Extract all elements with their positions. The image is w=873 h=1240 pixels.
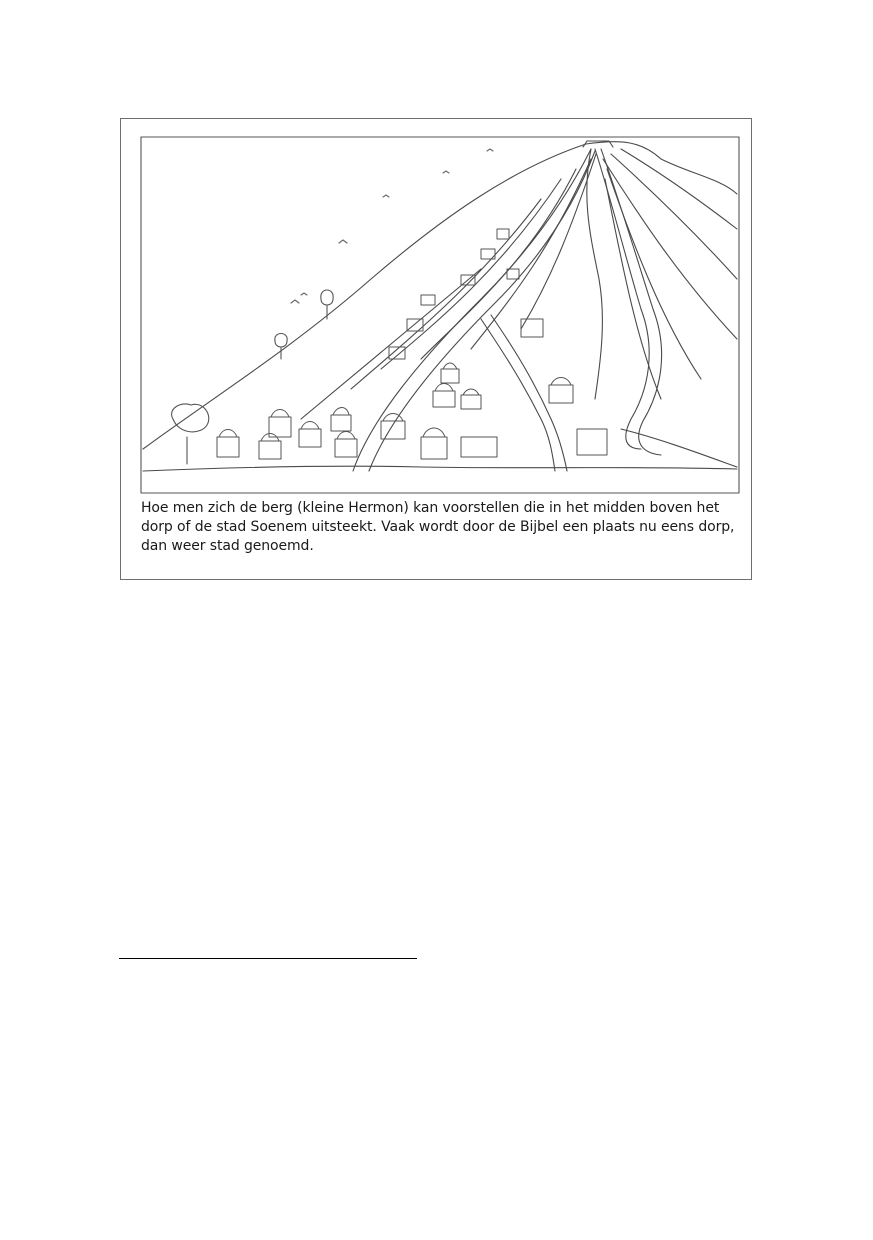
road-middle <box>587 149 603 399</box>
road-right <box>595 149 649 449</box>
ground-line <box>143 466 737 471</box>
figure-frame <box>120 118 752 580</box>
caption-line: dorp of de stad Soenem uitsteekt. Vaak wordt door de Bijbel een plaats nu eens dorp, <box>141 519 735 535</box>
road-left-2 <box>369 151 595 471</box>
tree-left <box>172 404 209 464</box>
figure-caption <box>141 499 741 556</box>
caption-line: dan weer stad genoemd. <box>141 538 314 554</box>
caption-line: Hoe men zich de berg (kleine Hermon) kan voorstellen die in het midden boven het <box>141 500 720 516</box>
hill-village-sketch <box>121 119 751 497</box>
footnote-separator <box>119 958 417 959</box>
sketch-border <box>141 137 739 493</box>
